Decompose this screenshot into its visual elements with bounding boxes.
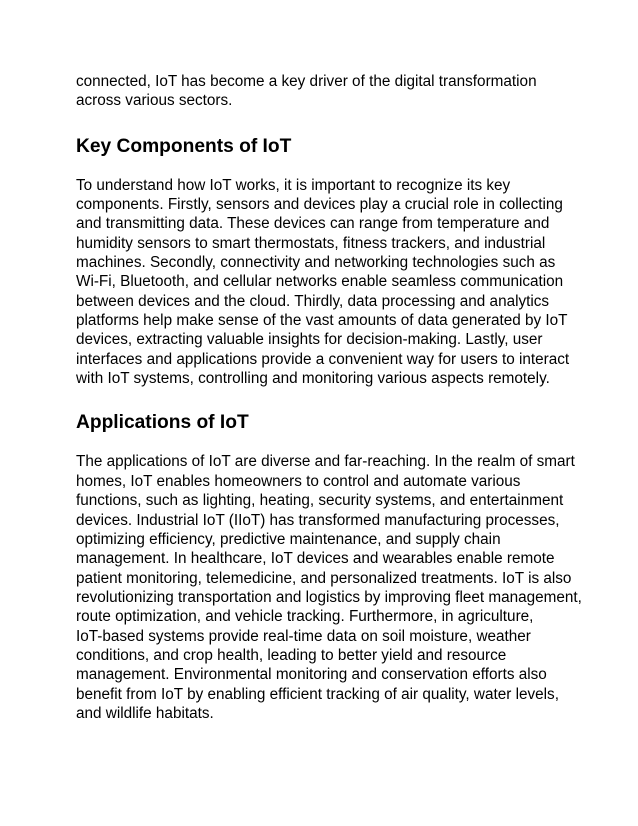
text-line: devices. Industrial IoT (IIoT) has transformed manufacturing processes, — [76, 511, 560, 529]
text-line: devices, extracting valuable insights for decision-making. Lastly, user — [76, 331, 543, 349]
text-line: humidity sensors to smart thermostats, fitness trackers, and industrial — [76, 234, 546, 252]
text-line: and transmitting data. These devices can range from temperature and — [76, 215, 550, 233]
text-line: platforms help make sense of the vast amounts of data generated by IoT — [76, 312, 568, 330]
text-line: patient monitoring, telemedicine, and personalized treatments. IoT is also — [76, 569, 572, 587]
text-line: revolutionizing transportation and logistics by improving fleet management, — [76, 588, 582, 606]
text-line: optimizing efficiency, predictive maintenance, and supply chain — [76, 530, 501, 548]
text-line: IoT-based systems provide real-time data on soil moisture, weather — [76, 627, 531, 645]
text-line: between devices and the cloud. Thirdly, data processing and analytics — [76, 292, 550, 310]
text-line: conditions, and crop health, leading to better yield and resource — [76, 646, 507, 664]
section-heading-key-components: Key Components of IoT — [76, 135, 292, 157]
document-page — [76, 72, 582, 723]
text-line: across various sectors. — [76, 92, 233, 110]
text-line: connected, IoT has become a key driver of the digital transformation — [76, 73, 537, 90]
text-line: benefit from IoT by enabling efficient tracking of air quality, water levels, — [76, 685, 559, 703]
text-line: route optimization, and vehicle tracking. Furthermore, in agriculture, — [76, 608, 534, 626]
intro-paragraph — [76, 72, 564, 111]
applications-paragraph — [76, 452, 582, 723]
section-heading-applications: Applications of IoT — [76, 412, 249, 434]
text-line: management. In healthcare, IoT devices and wearables enable remote — [76, 550, 555, 568]
text-line: To understand how IoT works, it is important to recognize its key — [76, 176, 511, 194]
text-line: and wildlife habitats. — [76, 704, 214, 722]
text-line: The applications of IoT are diverse and far-reaching. In the realm of smart — [76, 453, 575, 471]
text-line: interfaces and applications provide a convenient way for users to interact — [76, 350, 570, 368]
text-line: Wi-Fi, Bluetooth, and cellular networks enable seamless communication — [76, 273, 564, 291]
key-components-paragraph — [76, 176, 570, 389]
text-line: functions, such as lighting, heating, security systems, and entertainment — [76, 492, 564, 510]
text-line: management. Environmental monitoring and conservation efforts also — [76, 666, 547, 684]
text-line: machines. Secondly, connectivity and networking technologies such as — [76, 254, 556, 272]
text-line: components. Firstly, sensors and devices play a crucial role in collecting — [76, 196, 563, 214]
text-line: with IoT systems, controlling and monitoring various aspects remotely. — [76, 370, 550, 388]
text-line: homes, IoT enables homeowners to control and automate various — [76, 472, 521, 490]
